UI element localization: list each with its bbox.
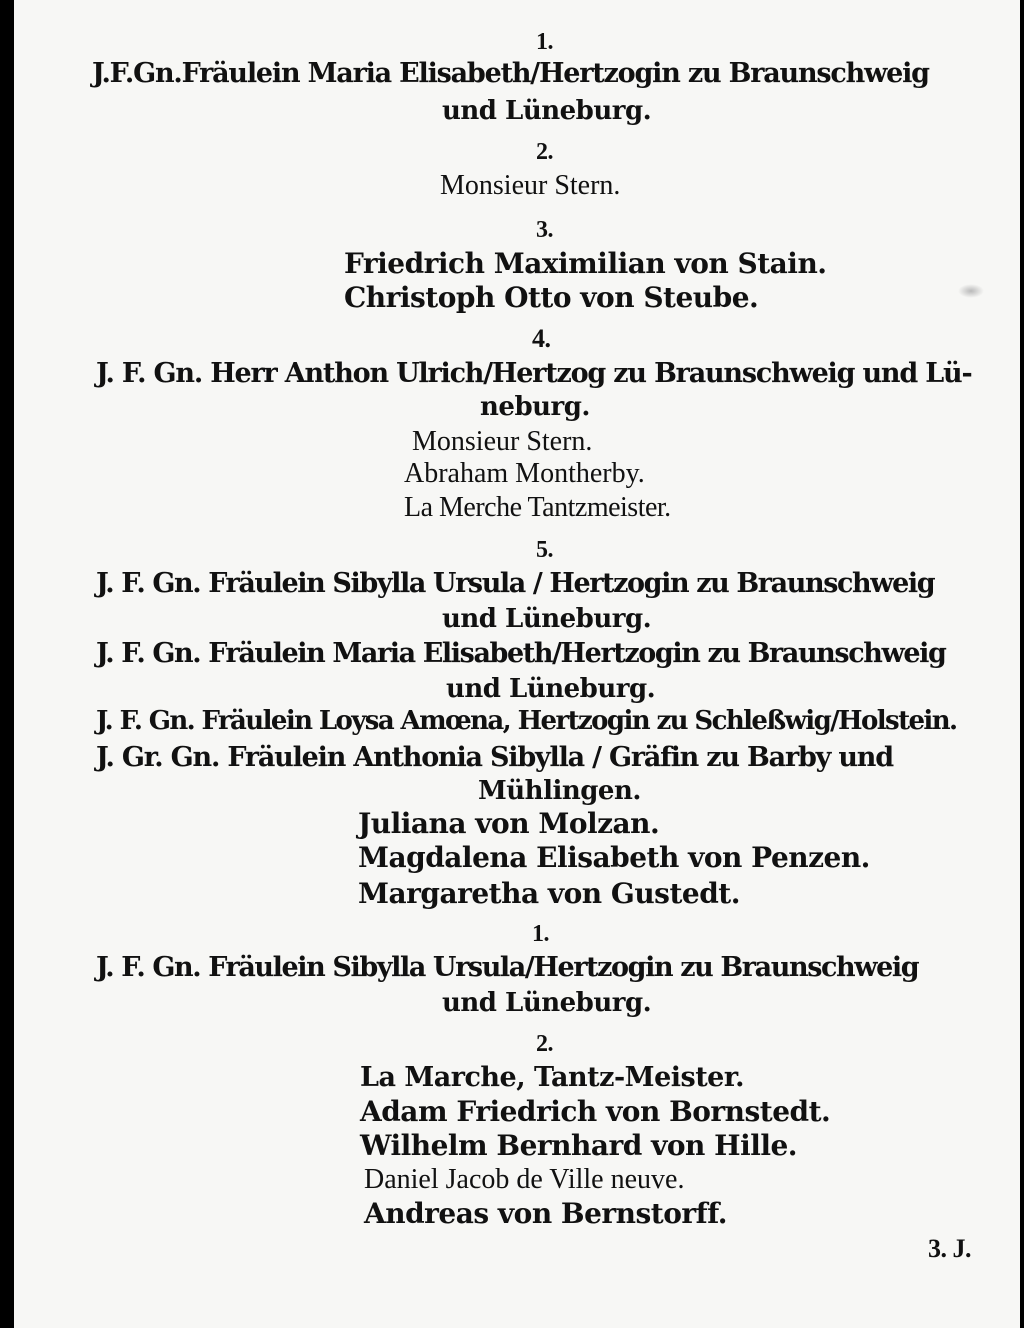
entry-line: Magdalena Elisabeth von Penzen. — [358, 841, 870, 874]
ink-smudge — [958, 284, 984, 298]
document-page — [14, 0, 1020, 1328]
entry-line: Margaretha von Gustedt. — [358, 877, 740, 910]
entry-line: J. F. Gn. Fräulein Loysa Amœna, Hertzogin zu Schleßwig/Holstein. — [96, 706, 957, 736]
entry-line: J. F. Gn. Fräulein Sibylla Ursula / Hertzogin zu Braunschweig — [96, 568, 935, 599]
entry-line: neburg. — [480, 392, 590, 422]
entry-line: Daniel Jacob de Ville neuve. — [364, 1164, 685, 1195]
section-number: 1. — [532, 921, 549, 947]
catchword: 3. J. — [928, 1234, 971, 1263]
entry-line: Friedrich Maximilian von Stain. — [344, 247, 827, 280]
entry-line: Juliana von Molzan. — [358, 807, 660, 840]
entry-line: Adam Friedrich von Bornstedt. — [360, 1095, 831, 1128]
entry-line: J.F.Gn.Fräulein Maria Elisabeth/Hertzogin zu Braunschweig — [92, 58, 929, 89]
entry-line: Monsieur Stern. — [412, 426, 593, 457]
entry-line: J. F. Gn. Fräulein Sibylla Ursula/Hertzogin zu Braunschweig — [96, 952, 919, 983]
section-number: 4. — [532, 324, 551, 353]
entry-line: Mühlingen. — [478, 776, 641, 806]
entry-line: La Merche Tantzmeister. — [404, 492, 671, 523]
entry-line: Abraham Montherby. — [404, 458, 645, 489]
entry-line: und Lüneburg. — [442, 988, 652, 1018]
entry-line: Monsieur Stern. — [440, 170, 621, 201]
entry-line: Wilhelm Bernhard von Hille. — [360, 1129, 798, 1162]
entry-line: und Lüneburg. — [442, 96, 652, 126]
entry-line: und Lüneburg. — [446, 674, 656, 704]
section-number: 2. — [536, 1031, 553, 1057]
entry-line: J. F. Gn. Fräulein Maria Elisabeth/Hertzogin zu Braunschweig — [96, 638, 946, 669]
entry-line: J. F. Gn. Herr Anthon Ulrich/Hertzog zu Braunschweig und Lü- — [96, 358, 972, 389]
entry-line: Andreas von Bernstorff. — [364, 1197, 727, 1230]
section-number: 1. — [536, 29, 553, 55]
entry-line: Christoph Otto von Steube. — [344, 281, 759, 314]
entry-line: La Marche, Tantz-Meister. — [360, 1062, 744, 1093]
section-number: 3. — [536, 217, 553, 243]
entry-line: und Lüneburg. — [442, 604, 652, 634]
entry-line: J. Gr. Gn. Fräulein Anthonia Sibylla / Gräfin zu Barby und — [96, 742, 893, 773]
section-number: 5. — [536, 537, 553, 563]
section-number: 2. — [536, 139, 553, 165]
